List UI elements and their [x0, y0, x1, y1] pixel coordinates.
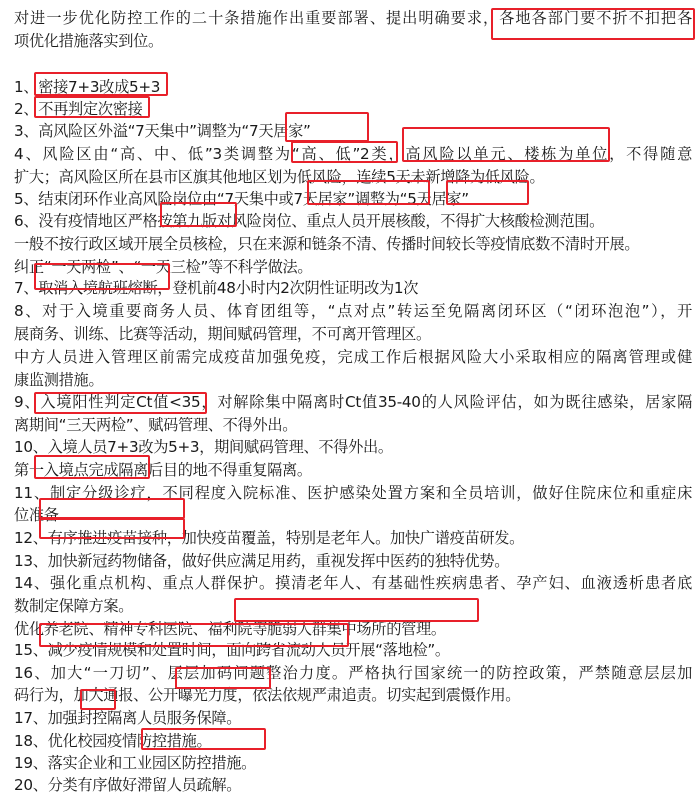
- text-line: 位准备: [14, 506, 59, 524]
- text-line: 14、强化重点机构、重点人群保护。摸清老年人、有基础性疾病患者、孕产妇、血液透析患者底: [14, 574, 692, 592]
- text-line: 2、不再判定次密接: [14, 100, 143, 118]
- text-line: 3、高风险区外溢“7天集中”调整为“7天居家”: [14, 122, 311, 140]
- text-line: 9、入境阳性判定Ct值<35，对解除集中隔离时Ct值35-40的人风险评估，如为既往感染，居家隔: [14, 393, 692, 411]
- blank-line: [14, 52, 692, 76]
- text-line: 项优化措施落实到位。: [14, 32, 163, 50]
- text-line: 优化养老院、精神专科医院、福利院等脆弱人群集中场所的管理。: [14, 620, 446, 638]
- text-line: 20、分类有序做好滞留人员疏解。: [14, 776, 242, 794]
- text-line: 17、加强封控隔离人员服务保障。: [14, 709, 242, 727]
- text-line: 5、结束闭环作业高风险岗位由“7天集中或7天居家”调整为“5天居家”: [14, 190, 469, 208]
- text-line: 10、入境人员7+3改为5+3，期间赋码管理、不得外出。: [14, 438, 393, 456]
- text-line: 4、风险区由“高、中、低”3类调整为“高、低”2类，高风险以单元、楼栋为单位，不得随意: [14, 145, 692, 163]
- text-line: 扩大；高风险区所在县市区旗其他地区划为低风险，连续5天未新增降为低风险。: [14, 168, 545, 186]
- text-line: 展商务、训练、比赛等活动，期间赋码管理，不可离开管理区。: [14, 325, 431, 343]
- text-line: 8、对于入境重要商务人员、体育团组等，“点对点”转运至免隔离闭环区（“闭环泡泡”），开: [14, 302, 692, 320]
- text-line: 纠正“一天两检”、“一天三检”等不科学做法。: [14, 258, 313, 276]
- text-line: 19、落实企业和工业园区防控措施。: [14, 754, 257, 772]
- text-line: 码行为，加大通报、公开曝光力度，依法依规严肃追责。切实起到震慑作用。: [14, 686, 521, 704]
- text-line: 16、加大“一刀切”、层层加码问题整治力度。严格执行国家统一的防控政策，严禁随意层层加: [14, 664, 692, 682]
- text-line: 15、减少疫情规模和处置时间，面向跨省流动人员开展“落地检”。: [14, 641, 450, 659]
- text-line: 13、加快新冠药物储备，做好供应满足用药，重视发挥中医药的独特优势。: [14, 552, 510, 570]
- text-line: 6、没有疫情地区严格按第九版对风险岗位、重点人员开展核酸，不得扩大核酸检测范围。: [14, 212, 604, 230]
- text-line: 对进一步优化防控工作的二十条措施作出重要部署、提出明确要求，各地各部门要不折不扣把各: [14, 9, 692, 27]
- text-line: 7、取消入境航班熔断，登机前48小时内2次阴性证明改为1次: [14, 279, 419, 297]
- text-line: 18、优化校园疫情防控措施。: [14, 732, 212, 750]
- text-line: 1、密接7+3改成5+3: [14, 78, 161, 96]
- text-line: 12、有序推进疫苗接种，加快疫苗覆盖，特别是老年人。加快广谱疫苗研发。: [14, 529, 525, 547]
- text-line: 数制定保障方案。: [14, 597, 134, 615]
- text-line: 中方人员进入管理区前需完成疫苗加强免疫，完成工作后根据风险大小采取相应的隔离管理或健: [14, 348, 692, 366]
- text-line: 康监测措施。: [14, 371, 104, 389]
- text-line: 第一入境点完成隔离后目的地不得重复隔离。: [14, 461, 312, 479]
- text-line: 离期间“三天两检”、赋码管理、不得外出。: [14, 416, 298, 434]
- text-line: 11、制定分级诊疗，不同程度入院标准、医护感染处置方案和全员培训，做好住院床位和重症床: [14, 484, 692, 502]
- text-line: 一般不按行政区域开展全员核检，只在来源和链条不清、传播时间较长等疫情底数不清时开展。: [14, 235, 640, 253]
